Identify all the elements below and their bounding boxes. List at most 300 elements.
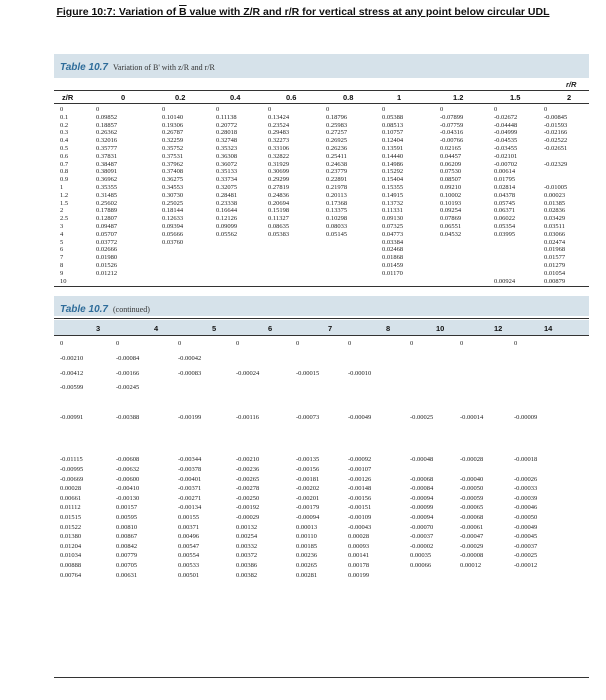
- table1-col-header: 0.2: [175, 93, 186, 102]
- table1-cell: 0.36308: [216, 152, 238, 160]
- table1-column: [162, 106, 183, 285]
- table2-cell: 0.00705: [116, 561, 138, 569]
- table2-cell: 0.00110: [296, 533, 317, 541]
- table2-cell: -0.00045: [514, 533, 538, 541]
- table1-column: [326, 106, 347, 285]
- table2-cell: 0.00028: [60, 485, 82, 493]
- table2-cell: -0.00265: [236, 475, 260, 483]
- table2-cell: 0.00371: [178, 523, 200, 531]
- table2-cell: [60, 426, 83, 441]
- table1-cell: 0.26236: [326, 144, 348, 152]
- table2-cell: -0.00201: [296, 494, 320, 502]
- table2-cell: 0: [236, 340, 240, 347]
- table2-rule: [54, 318, 589, 319]
- table1-cell: 0.38091: [96, 168, 118, 176]
- figure-title-part: Figure 10:7: Variation of: [56, 6, 179, 18]
- table2-cell: [460, 571, 483, 581]
- table2-cell: 0.00281: [296, 571, 318, 579]
- table2-column: [460, 337, 483, 580]
- table2-cell: -0.00192: [236, 504, 260, 512]
- table1-column: [494, 106, 517, 285]
- table2-col-header: 3: [96, 324, 101, 333]
- table1-cell: 0.02666: [96, 246, 118, 254]
- table1-cell: -0.01593: [544, 121, 568, 129]
- table2-cell: 0.00265: [296, 561, 318, 569]
- table1-cell: 0.12807: [96, 215, 118, 223]
- table2-cell: 0.00012: [460, 561, 482, 569]
- table1-cell: 0.11138: [216, 113, 237, 121]
- table1-cell: 0.05354: [494, 222, 516, 230]
- table2-cell: -0.00084: [116, 354, 140, 362]
- table1-cell: 0.10757: [382, 129, 404, 137]
- table1-cell: 0.01577: [544, 254, 566, 262]
- table2-cell: -0.00608: [116, 456, 140, 464]
- table1-cell: 0.16644: [216, 207, 238, 215]
- table2-cell: -0.00388: [116, 413, 140, 421]
- table1-cell: 0.01170: [382, 269, 403, 277]
- table1-cell: -0.04316: [440, 129, 464, 137]
- table1-cell: 1.2: [60, 191, 69, 199]
- table1-cell: 0.18857: [96, 121, 118, 129]
- table2-column: [514, 337, 537, 580]
- table2-cell: -0.00068: [460, 513, 484, 521]
- table1-cell: [96, 278, 117, 286]
- table1-cell: 0.35133: [216, 168, 238, 176]
- table1-cell: [216, 239, 237, 247]
- table2-cell: -0.00012: [514, 561, 538, 569]
- table1-col-header: 1.5: [510, 93, 521, 102]
- table1-cell: 0.18144: [162, 207, 184, 215]
- table2-cell: 0.01112: [60, 504, 81, 512]
- table1-cell: 0: [494, 106, 498, 113]
- table1-column: [544, 106, 567, 285]
- table2-cell: [410, 441, 433, 456]
- table1-cell: 0.36275: [162, 176, 184, 184]
- table1-cell: 0.35323: [216, 144, 238, 152]
- table1-cell: 0.32822: [268, 152, 290, 160]
- table2-cell: -0.00401: [178, 475, 202, 483]
- table2-cell: -0.00061: [460, 523, 484, 531]
- table1-cell: 0.01968: [544, 246, 566, 254]
- table2-cell: [514, 396, 537, 411]
- table1-cell: [544, 153, 567, 161]
- table2-cell: 0.00779: [116, 552, 138, 560]
- table1-cell: -0.04448: [494, 121, 518, 129]
- table1-cell: 0.04773: [382, 230, 404, 238]
- table1-cell: 0.14986: [382, 160, 404, 168]
- table2-cell: [296, 426, 319, 441]
- table2-cell: 0.00888: [60, 561, 82, 569]
- table1-cell: 0.11331: [382, 207, 403, 215]
- table1-cell: 4: [60, 230, 64, 238]
- table1-cell: 0.09210: [440, 183, 462, 191]
- table1-cell: [326, 278, 347, 286]
- table2-cell: -0.00151: [348, 504, 372, 512]
- table2-cell: -0.00632: [116, 465, 140, 473]
- table2-cell: 0.00199: [348, 571, 370, 579]
- table1-cell: [162, 262, 183, 270]
- table2-cell: [236, 426, 259, 441]
- table2-cell: -0.00008: [460, 552, 484, 560]
- table1-cell: [440, 262, 463, 270]
- table2-cell: -0.00025: [410, 413, 434, 421]
- table2-cell: -0.00094: [410, 494, 434, 502]
- table1-cell: 0.05562: [216, 230, 238, 238]
- table1-cell: 0.09487: [96, 222, 118, 230]
- table1-cell: 0.31485: [96, 191, 118, 199]
- table1-cell: 0.01385: [544, 199, 566, 207]
- table1-cell: 3: [60, 222, 64, 230]
- table1-cell: 0.01868: [382, 254, 404, 262]
- table2-cell: [296, 441, 319, 456]
- table1-cell: 0.12404: [382, 137, 404, 145]
- table2-cell: -0.00068: [410, 475, 434, 483]
- table1-column: [268, 106, 289, 285]
- table2-cell: -0.00995: [60, 465, 84, 473]
- table1-cell: 0.36962: [96, 176, 118, 184]
- table1-caption-bar: [54, 54, 589, 78]
- table1-cell: 0.07869: [440, 215, 462, 223]
- table2-cell: 0: [460, 340, 464, 347]
- table2-cell: -0.00040: [460, 475, 484, 483]
- table1-cell: [494, 239, 517, 247]
- table1-cell: 0.28481: [216, 191, 238, 199]
- table1-cell: 1.5: [60, 199, 69, 207]
- table1-cell: 0.08507: [440, 176, 462, 184]
- table1-cell: 0.34553: [162, 183, 184, 191]
- table2-cell: -0.00015: [296, 369, 320, 377]
- table1-cell: 0.10002: [440, 191, 462, 199]
- table1-cell: 0.32259: [162, 137, 184, 145]
- table1-cell: 0.26362: [96, 129, 118, 137]
- table1-cell: 2.5: [60, 215, 69, 223]
- table2-column: [60, 337, 83, 580]
- table2-cell: -0.00083: [178, 369, 202, 377]
- table2-cell: -0.00135: [296, 456, 320, 464]
- table2-col-header: 8: [386, 324, 391, 333]
- table2-cell: [460, 396, 483, 411]
- table2-cell: 0.00547: [178, 542, 200, 550]
- table1-cell: 0.9: [60, 176, 69, 184]
- table1-column: [382, 106, 403, 285]
- table1-cell: 0.00614: [494, 168, 516, 176]
- table2-cell: 0.00533: [178, 561, 200, 569]
- table2-caption-bar: [54, 296, 589, 316]
- table1-cell: -0.04535: [494, 137, 518, 145]
- table2-cell: -0.00991: [60, 413, 84, 421]
- table2-cell: -0.00107: [348, 465, 372, 473]
- table2-cell: [60, 396, 83, 411]
- table1-rule: [54, 286, 589, 287]
- table2-cell: -0.00043: [348, 523, 372, 531]
- table1-cell: -0.00702: [494, 160, 518, 168]
- table2-cell: [178, 381, 201, 396]
- table2-cell: 0.00028: [348, 533, 370, 541]
- table2-cell: -0.00245: [116, 384, 140, 392]
- table1-cell: 0.29299: [268, 176, 290, 184]
- table1-cell: 0.21978: [326, 183, 348, 191]
- table2-cell: [116, 426, 139, 441]
- table2-cell: -0.00026: [514, 475, 538, 483]
- table1-cell: 0.20694: [268, 199, 290, 207]
- table1-cell: 0.2: [60, 121, 69, 129]
- table2-cell: 0.00035: [410, 552, 432, 560]
- table1-cell: 0.18796: [326, 113, 348, 121]
- table2-caption: (continued): [113, 305, 150, 314]
- table1-cell: 0.09852: [96, 113, 118, 121]
- table2-cell: 0.00178: [348, 561, 370, 569]
- table1-cell: [216, 270, 237, 278]
- table1-label: Table 10.7: [60, 62, 108, 73]
- table1-cell: 0.05666: [162, 230, 184, 238]
- table2-cell: 0.00332: [236, 542, 258, 550]
- table2-cell: [116, 396, 139, 411]
- table2-cell: [410, 465, 433, 475]
- table1-cell: 0.03429: [544, 215, 566, 223]
- table1-cell: 0.02165: [440, 144, 462, 152]
- table2-cell: 0.00236: [296, 552, 318, 560]
- table1-cell: 0.33734: [216, 176, 238, 184]
- table2-cell: [460, 381, 483, 396]
- table2-cell: [236, 441, 259, 456]
- table2-cell: -0.00202: [296, 485, 320, 493]
- table2-cell: [460, 426, 483, 441]
- table1-cell: 0.09099: [216, 222, 238, 230]
- table1-cell: 0.4: [60, 137, 69, 145]
- table1-caption: Variation of B' with z/R and r/R: [113, 63, 215, 72]
- table2-column: [410, 337, 433, 580]
- table2-cell: [514, 352, 537, 367]
- table2-cell: 0.00157: [116, 504, 138, 512]
- table2-cell: [410, 352, 433, 367]
- table2-cell: -0.00050: [514, 513, 538, 521]
- table1-cell: 0.29483: [268, 129, 290, 137]
- table2-cell: -0.00156: [296, 465, 320, 473]
- table1-col-header: 0.6: [286, 93, 297, 102]
- table1-cell: 0.06551: [440, 222, 462, 230]
- table1-cell: 0.26787: [162, 129, 184, 137]
- table2-col-header: 4: [154, 324, 159, 333]
- table1-cell: 0.14440: [382, 152, 404, 160]
- table2-cell: -0.00065: [460, 504, 484, 512]
- table2-cell: -0.00009: [514, 413, 538, 421]
- table1-cell: -0.03455: [494, 144, 518, 152]
- table2-cell: -0.00278: [236, 485, 260, 493]
- table2-cell: [514, 426, 537, 441]
- table2-cell: 0.01515: [60, 513, 82, 521]
- table1-cell: 0.03772: [96, 238, 118, 246]
- table2-cell: [236, 396, 259, 411]
- table2-cell: 0.00185: [296, 542, 318, 550]
- table2-cell: -0.00048: [410, 456, 434, 464]
- table1-cell: 0.13591: [382, 144, 404, 152]
- table1-cell: 0.04457: [440, 152, 462, 160]
- table1-cell: 0.00879: [544, 277, 566, 285]
- table2-cell: [410, 396, 433, 411]
- table2-cell: -0.00002: [410, 542, 434, 550]
- table2-column: [116, 337, 139, 580]
- table2-cell: -0.00099: [410, 504, 434, 512]
- table1-cell: [162, 270, 183, 278]
- table2-cell: 0.00810: [116, 523, 138, 531]
- table2-cell: -0.00094: [296, 513, 320, 521]
- table1-cell: 0.11327: [268, 215, 289, 223]
- table1-cell: -0.02166: [544, 129, 568, 137]
- table1-cell: 0: [268, 106, 272, 113]
- table2-cell: -0.00029: [460, 542, 484, 550]
- table1-cell: 0.01212: [96, 269, 118, 277]
- table1-row-header: z/R: [62, 93, 74, 102]
- table1-cell: 0.02468: [382, 246, 404, 254]
- table2-cell: [296, 352, 319, 367]
- table1-cell: 0: [216, 106, 220, 113]
- table1-cell: 0.25983: [326, 121, 348, 129]
- table1-cell: 7: [60, 254, 64, 262]
- table1-cell: 0.15355: [382, 183, 404, 191]
- table2-cell: 0.00386: [236, 561, 258, 569]
- table1-cell: 1: [60, 183, 64, 191]
- table2-cell: 0.00382: [236, 571, 258, 579]
- table2-cell: [460, 465, 483, 475]
- table2-cell: 0.00496: [178, 533, 200, 541]
- table1-cell: 0.30699: [268, 168, 290, 176]
- table1-cell: 0.32075: [216, 183, 238, 191]
- table1-cell: 0.25025: [162, 199, 184, 207]
- table2-cell: 0.01034: [60, 552, 82, 560]
- table1-cell: -0.07759: [440, 121, 464, 129]
- table1-cell: 0.25602: [96, 199, 118, 207]
- table1-cell: 0.05388: [382, 113, 404, 121]
- table1-cell: [440, 270, 463, 278]
- table1-col-header: 1: [397, 93, 402, 102]
- table2-cell: 0.00554: [178, 552, 200, 560]
- table2-cell: -0.00028: [460, 456, 484, 464]
- table2-cell: -0.00049: [348, 413, 372, 421]
- table2-cell: [178, 426, 201, 441]
- table1-cell: 0.6: [60, 152, 69, 160]
- table1-cell: 0.12633: [162, 215, 184, 223]
- table2-cell: [410, 367, 433, 382]
- table2-cell: -0.00037: [514, 542, 538, 550]
- table1-cell: 0.15198: [268, 207, 290, 215]
- table1-cell: [544, 176, 567, 184]
- table1-cell: 0.08033: [326, 222, 348, 230]
- table1-cell: 0.35777: [96, 144, 118, 152]
- table1-cell: 0.20113: [326, 191, 347, 199]
- table2-cell: 0.00093: [348, 542, 370, 550]
- table1-cell: [162, 254, 183, 262]
- table2-cell: -0.00084: [410, 485, 434, 493]
- table2-cell: [60, 441, 83, 456]
- table1-cell: 0: [96, 106, 100, 113]
- table1-cell: 0.03511: [544, 222, 565, 230]
- table1-cell: 0.23338: [216, 199, 238, 207]
- table2-cell: -0.00126: [348, 475, 372, 483]
- table2-cell: 0.00141: [348, 552, 370, 560]
- table2-column: [296, 337, 319, 580]
- table1-cell: -0.02672: [494, 113, 518, 121]
- table1-cell: [494, 262, 517, 270]
- table1-col-header: 0.8: [343, 93, 354, 102]
- table1-cell: 0.22891: [326, 176, 348, 184]
- table1-cell: 0.01526: [96, 261, 118, 269]
- table1-column: [96, 106, 117, 285]
- table1-cell: 0.03384: [382, 238, 404, 246]
- table1-cell: 0.26925: [326, 137, 348, 145]
- table2-cell: 0.00372: [236, 552, 258, 560]
- table1-rule: [54, 90, 589, 91]
- table1-cell: [268, 254, 289, 262]
- table1-cell: 0.32273: [268, 137, 290, 145]
- table2-cell: [460, 441, 483, 456]
- table2-cell: 0.00631: [116, 571, 138, 579]
- table1-cell: -0.02101: [494, 152, 518, 160]
- table2-cell: [178, 441, 201, 456]
- table2-cell: -0.00042: [178, 354, 202, 362]
- table1-cell: -0.01005: [544, 183, 568, 191]
- table2-cell: -0.00050: [460, 485, 484, 493]
- table1-cell: 0.28018: [216, 129, 238, 137]
- table2-cell: -0.00046: [514, 504, 538, 512]
- table2-cell: -0.00094: [410, 513, 434, 521]
- table1-cell: 0.06022: [494, 215, 516, 223]
- table1-cell: 0.35752: [162, 144, 184, 152]
- table1-cell: 0.33106: [268, 144, 290, 152]
- table2-cell: [348, 396, 371, 411]
- table1-zr-column: [60, 106, 68, 285]
- table2-cell: [236, 381, 259, 396]
- table2-cell: -0.00059: [460, 494, 484, 502]
- table1-cell: 0.08635: [268, 222, 290, 230]
- table2-cell: -0.00049: [514, 523, 538, 531]
- table2-cell: -0.00073: [296, 413, 320, 421]
- table2-cell: [348, 381, 371, 396]
- table2-cell: -0.00033: [514, 485, 538, 493]
- table1-cell: 0.06371: [494, 207, 516, 215]
- table1-cell: 0.20772: [216, 121, 238, 129]
- table1-cell: 6: [60, 246, 64, 254]
- table1-cell: -0.00766: [440, 137, 464, 145]
- table1-cell: 0.05145: [326, 230, 348, 238]
- table1-col-header: 0.4: [230, 93, 241, 102]
- table1-cell: 0.10140: [162, 113, 184, 121]
- table1-cell: 0.31929: [268, 160, 290, 168]
- table1-cell: [162, 278, 183, 286]
- table1-cell: 0.5: [60, 144, 69, 152]
- table1-cell: 0.32748: [216, 137, 238, 145]
- table1-cell: 0.03995: [494, 230, 516, 238]
- table2-label: Table 10.7: [60, 304, 108, 315]
- table1-cell: [268, 246, 289, 254]
- table1-cell: [494, 270, 517, 278]
- table1-cell: -0.00845: [544, 113, 568, 121]
- table1-cell: [440, 278, 463, 286]
- table1-cell: 0.27819: [268, 183, 290, 191]
- table1-cell: 0.01054: [544, 269, 566, 277]
- table1-cell: [268, 239, 289, 247]
- table1-cell: 0.07325: [382, 222, 404, 230]
- table2-cell: 0: [410, 340, 414, 347]
- table1-cell: 0.17889: [96, 207, 118, 215]
- table1-cell: 0.01980: [96, 254, 118, 262]
- table2-cell: 0.01522: [60, 523, 82, 531]
- table1-cell: 0.1: [60, 113, 69, 121]
- table1-cell: 0.35355: [96, 183, 118, 191]
- table2-cell: 0.00764: [60, 571, 82, 579]
- table1-cell: -0.04999: [494, 129, 518, 137]
- table1-cell: 0.10193: [440, 199, 462, 207]
- table2-cell: -0.00236: [236, 465, 260, 473]
